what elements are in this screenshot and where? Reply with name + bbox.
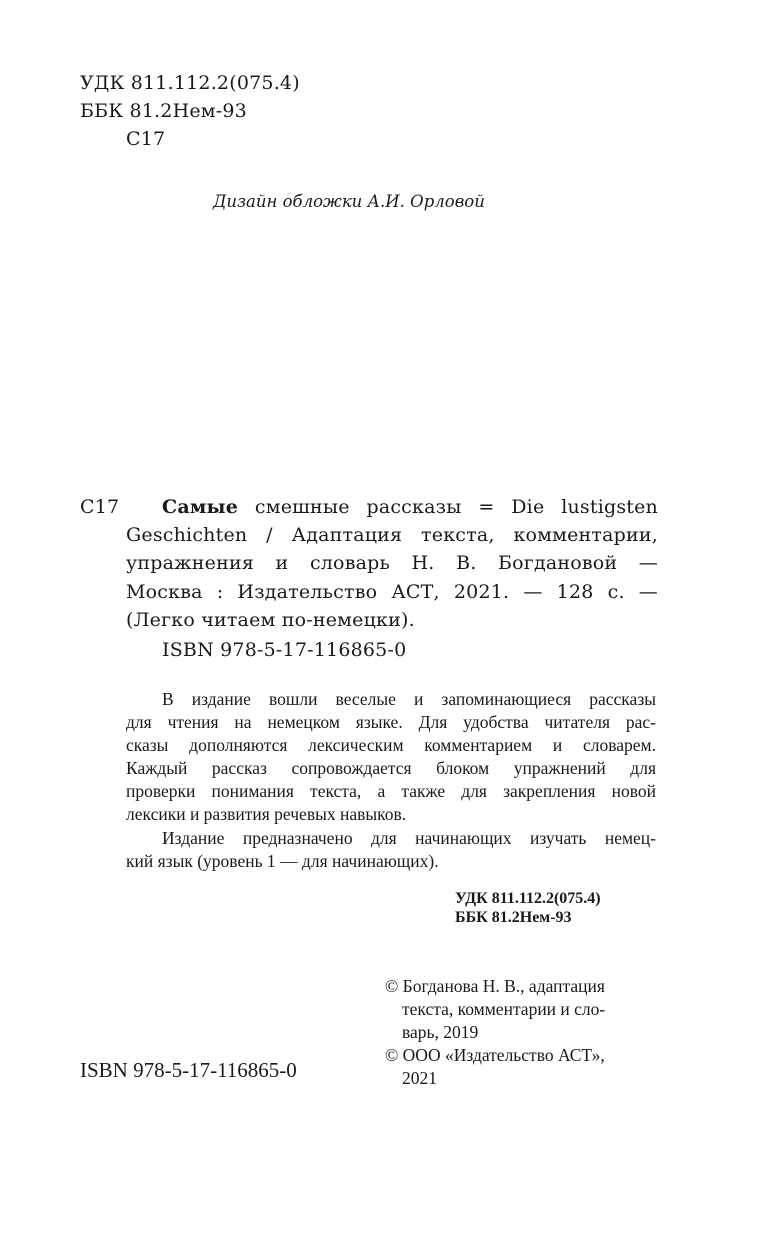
- copyright-line: © Богданова Н. В., адаптация: [385, 976, 605, 996]
- header-code: С17: [126, 128, 166, 150]
- entry-line-3: упражнения и словарь Н. В. Богдановой —: [126, 552, 658, 574]
- header-udk: УДК 811.112.2(075.4): [80, 72, 300, 94]
- entry-isbn: ISBN 978-5-17-116865-0: [162, 639, 407, 661]
- abstract-line: Каждый рассказ сопровождается блоком упражнений для: [126, 758, 656, 778]
- copyright-line: варь, 2019: [402, 1022, 479, 1042]
- abstract-line: В издание вошли веселые и запоминающиеся рассказы: [162, 689, 656, 709]
- entry-line-4: Москва : Издательство АСТ, 2021. — 128 с. —: [126, 581, 658, 603]
- abstract-line: для чтения на немецком языке. Для удобства читателя рас-: [126, 712, 656, 732]
- copyright-line: © ООО «Издательство АСТ»,: [385, 1045, 605, 1065]
- abstract-line: Издание предназначено для начинающих изучать немец-: [162, 828, 656, 848]
- copyright-line: текста, комментарии и сло-: [402, 999, 606, 1019]
- entry-line-1-rest: смешные рассказы = Die lustigsten: [254, 496, 658, 518]
- abstract-line: кий язык (уровень 1 — для начинающих).: [126, 851, 439, 871]
- copyright-line: 2021: [402, 1068, 437, 1088]
- abstract-line: сказы дополняются лексическим комментарием и словарем.: [126, 735, 656, 755]
- footer-isbn: ISBN 978-5-17-116865-0: [80, 1058, 297, 1082]
- header-bbk: ББК 81.2Нем-93: [80, 100, 247, 122]
- entry-line-2: Geschichten / Адаптация текста, комментарии,: [126, 524, 658, 546]
- classification-udk: УДК 811.112.2(075.4): [455, 890, 601, 907]
- abstract-line: проверки понимания текста, а также для закрепления новой: [126, 781, 656, 801]
- entry-line-5: (Легко читаем по-немецки).: [126, 609, 415, 631]
- entry-code: С17: [80, 496, 120, 518]
- entry-line-1: [162, 496, 658, 518]
- entry-title-bold: Самые: [162, 496, 239, 518]
- abstract-line: лексики и развития речевых навыков.: [126, 804, 407, 824]
- cover-design-credit: Дизайн обложки А.И. Орловой: [213, 192, 485, 211]
- classification-bbk: ББК 81.2Нем-93: [455, 909, 572, 926]
